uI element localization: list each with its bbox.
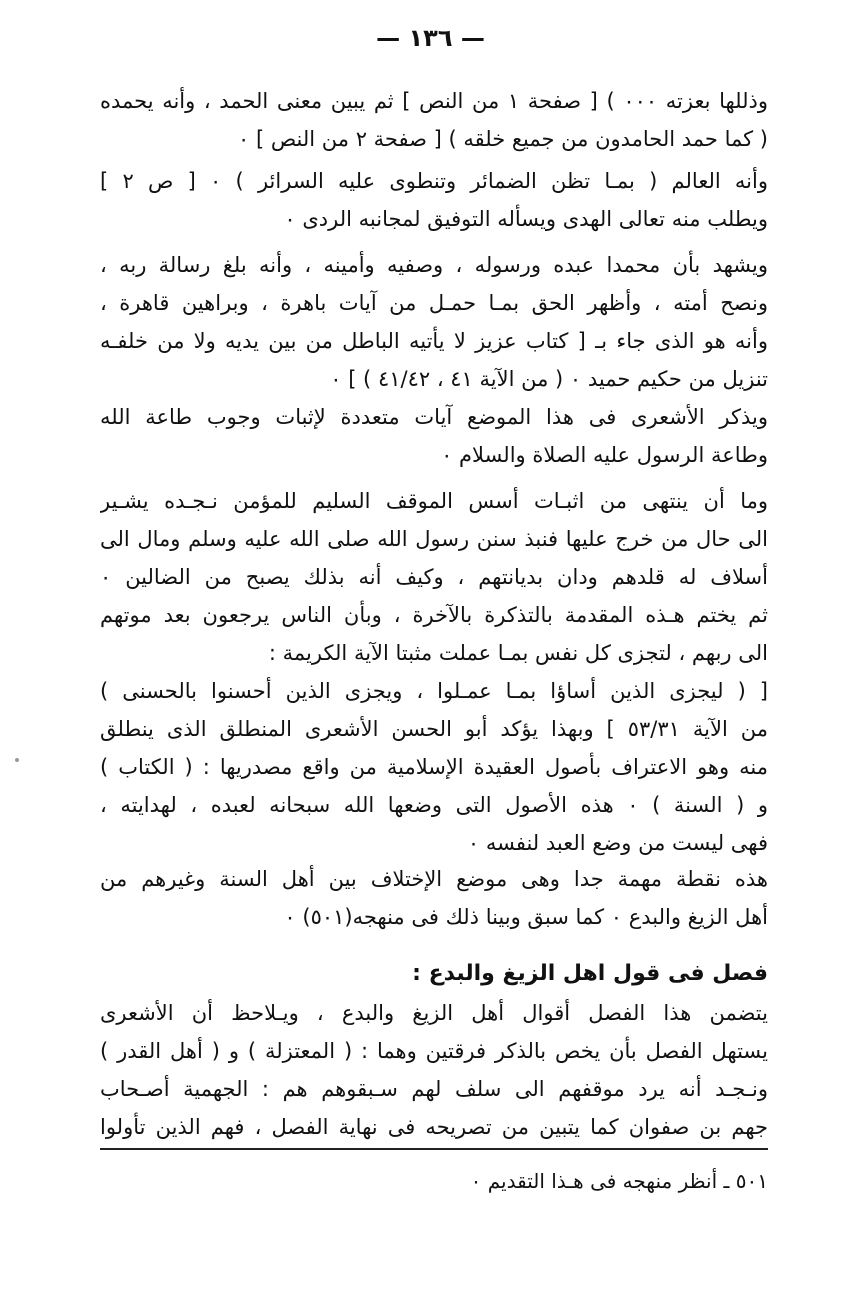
text-line: وأنه العالم ( بمـا تظن الضمائر وتنطوى عليه السرائر ) ٠ [ ص ٢ ] — [100, 169, 768, 193]
text-line: وما أن ينتهى من اثبـات أسس الموقف السليم للمؤمن نـجـده يشـير — [100, 489, 768, 513]
text-line: جهم بن صفوان كما يتبين من تصريحه فى نهاية الفصل ، فهم الذين تأولوا — [100, 1115, 768, 1139]
paragraph — [100, 398, 768, 474]
paragraph — [100, 82, 768, 158]
text-line: الى حال من خرج عليها فنبذ سنن رسول الله صلى الله عليه وسلم ومال الى — [100, 527, 768, 551]
text-line: وأنه هو الذى جاء بـ [ كتاب عزيز لا يأتيه الباطل من بين يديه ولا من خلفـه — [100, 329, 768, 353]
text-line: يتضمن هذا الفصل أقوال أهل الزيغ والبدع ، ويـلاحظ أن الأشعرى — [100, 1001, 768, 1025]
text-line: أسلاف له قلدهم ودان بديانتهم ، وكيف أنه بذلك يصبح من الضالين ٠ — [100, 565, 768, 589]
text-line: يستهل الفصل بأن يخص بالذكر فرقتين وهما : ( المعتزلة ) و ( أهل القدر ) — [100, 1039, 768, 1063]
text-line: هذه نقطة مهمة جدا وهى موضع الإختلاف بين أهل السنة وغيرهم من — [100, 867, 768, 891]
text-line: وذللها بعزته ٠٠٠ ) [ صفحة ١ من النص ] ثم يبين معنى الحمد ، وأنه يحمده — [100, 89, 768, 113]
text-line: ونصح أمته ، وأظهر الحق بمـا حمـل من آيات باهرة ، وبراهين قاهرة ، — [100, 291, 768, 315]
text-line: فهى ليست من وضع العبد لنفسه ٠ — [467, 831, 768, 855]
paragraph — [100, 672, 768, 862]
text-line: ويطلب منه تعالى الهدى ويسأله التوفيق لمجانبه الردى ٠ — [284, 207, 768, 231]
paragraph — [100, 246, 768, 398]
text-line: ( كما حمد الحامدون من جميع خلقه ) [ صفحة ٢ من النص ] ٠ — [238, 127, 768, 151]
footnote: ٥٠١ ـ أنظر منهجه فى هـذا التقديم ٠ — [470, 1169, 768, 1193]
text-line: منه وهو الاعتراف بأصول العقيدة الإسلامية من واقع مصدريها : ( الكتاب ) — [100, 755, 768, 779]
text-line: تنزيل من حكيم حميد ٠ ( من الآية ٤١ ، ٤١/٤٢ ) ] ٠ — [330, 367, 768, 391]
paragraph — [100, 482, 768, 672]
text-line: [ ( ليجزى الذين أساؤا بمـا عمـلوا ، ويجزى الذين أحسنوا بالحسنى ) — [100, 679, 768, 703]
section-heading: فصل فى قول اهل الزيغ والبدع : — [412, 961, 768, 986]
footnote-separator — [100, 1148, 768, 1150]
text-line: ويذكر الأشعرى فى هذا الموضع آيات متعددة لإثبات وجوب طاعة الله — [100, 405, 768, 429]
text-line: الى ربهم ، لتجزى كل نفس بمـا عملت مثبتا الآية الكريمة : — [268, 641, 768, 665]
text-line: و ( السنة ) ٠ هذه الأصول التى وضعها الله سبحانه لعبده ، لهدايته ، — [100, 793, 768, 817]
paragraph — [100, 162, 768, 238]
text-line: ثم يختم هـذه المقدمة بالتذكرة بالآخرة ، وبأن الناس يرجعون بعد موتهم — [100, 603, 768, 627]
page-number: — ١٣٦ — — [376, 24, 485, 52]
paragraph — [100, 860, 768, 936]
scan-speck — [15, 758, 19, 762]
text-line: من الآية ٥٣/٣١ ] وبهذا يؤكد أبو الحسن الأشعرى المنطلق الذى ينطلق — [100, 717, 768, 741]
text-line: وطاعة الرسول عليه الصلاة والسلام ٠ — [441, 443, 768, 467]
text-line: ويشهد بأن محمدا عبده ورسوله ، وصفيه وأمينه ، وأنه بلغ رسالة ربه ، — [100, 253, 768, 277]
paragraph — [100, 994, 768, 1146]
text-line: ونـجـد أنه يرد موقفهم الى سلف لهم سـبقوهم هم : الجهمية أصـحاب — [100, 1077, 768, 1101]
text-line: أهل الزيغ والبدع ٠ كما سبق وبينا ذلك فى منهجه(٥٠١) ٠ — [284, 905, 768, 929]
